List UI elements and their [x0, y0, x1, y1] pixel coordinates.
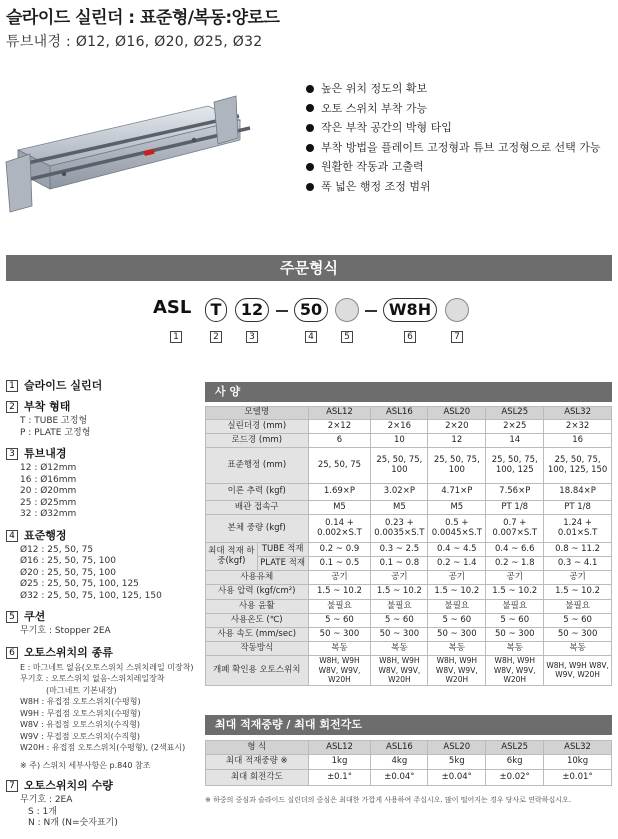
legend-section: 5 쿠션 무기호 : Stopper 2EA	[6, 611, 201, 638]
table-row: 최대 회전각도 ±0.1° ±0.04° ±0.04° ±0.02° ±0.01°	[206, 770, 612, 786]
table-row: 사용 압력 (kgf/cm²) 1.5 ~ 10.2 1.5 ~ 10.2 1.5 ~ 10.2 1.5 ~ 10.2 1.5 ~ 10.2	[206, 585, 612, 600]
order-format-heading: 주문형식	[6, 255, 612, 281]
spec-heading: 사 양	[205, 382, 612, 402]
legend-section: 1 슬라이드 실린더	[6, 380, 201, 392]
code-number: 5	[341, 331, 353, 343]
feature-item: 높은 위치 정도의 확보	[306, 79, 601, 99]
bullet-icon	[306, 104, 314, 112]
code-bore: 12	[235, 298, 269, 322]
code-dash	[365, 310, 377, 312]
slide-cylinder-illustration	[4, 94, 254, 214]
footnote: ※ 하중의 중심과 슬라이드 실린더의 중심은 최대한 가깝게 사용하여 주십시오. 많이 떨어지는 경우 당사로 연락하십시오.	[205, 796, 572, 804]
table-row: 최대 적재중량 ※ 1kg 4kg 5kg 6kg 10kg	[206, 755, 612, 770]
legend-section: 2 부착 형태 T : TUBE 고정형 P : PLATE 고정형	[6, 401, 201, 439]
table-row: 모델명 ASL12 ASL16 ASL20 ASL25 ASL32	[206, 407, 612, 420]
feature-item: 원활한 작동과 고출력	[306, 157, 601, 177]
table-row: 사용온도 (℃) 5 ~ 60 5 ~ 60 5 ~ 60 5 ~ 60 5 ~ 60	[206, 614, 612, 628]
feature-item: 폭 넓은 행정 조정 범위	[306, 177, 601, 197]
code-switch-qty	[445, 298, 469, 322]
table-row: 이론 추력 (kgf) 1.69×P 3.02×P 4.71×P 7.56×P 18.84×P	[206, 484, 612, 501]
bullet-icon	[306, 124, 314, 132]
table-row: 실린더경 (mm) 2×12 2×16 2×20 2×25 2×32	[206, 420, 612, 434]
code-mount-type: T	[205, 298, 227, 322]
legend-section: 4 표준행정 Ø12 : 25, 50, 75 Ø16 : 25, 50, 75, 100 Ø20 : 25, 50, 75, 100 Ø25 : 25, 50, 75, 100, 125 Ø32 : 25, 50, 75, 100, 125, 150	[6, 530, 201, 603]
table-row: 본체 중량 (kgf) 0.14 + 0.002×S.T 0.23 + 0.0035×S.T 0.5 + 0.0045×S.T 0.7 + 0.007×S.T 1.24 + 0.01×S.T	[206, 515, 612, 543]
code-dash	[276, 310, 288, 312]
bullet-icon	[306, 183, 314, 191]
code-switch: W8H	[383, 298, 437, 322]
code-number: 7	[451, 331, 463, 343]
bullet-icon	[306, 144, 314, 152]
table-row: 로드경 (mm) 6 10 12 14 16	[206, 434, 612, 448]
table-row: 사용유체 공기 공기 공기 공기 공기	[206, 571, 612, 585]
code-prefix: ASL	[153, 297, 192, 318]
table-row: PLATE 적재 0.1 ~ 0.5 0.1 ~ 0.8 0.2 ~ 1.4 0.2 ~ 1.8 0.3 ~ 4.1	[206, 557, 612, 571]
spec-table	[205, 406, 612, 686]
feature-item: 작은 부착 공간의 박형 타입	[306, 118, 601, 138]
table-row: 사용 속도 (mm/sec) 50 ~ 300 50 ~ 300 50 ~ 300 50 ~ 300 50 ~ 300	[206, 628, 612, 642]
code-stroke: 50	[294, 298, 328, 322]
order-legend	[6, 380, 201, 839]
code-number: 4	[305, 331, 317, 343]
table-row: 표준행정 (mm) 25, 50, 75 25, 50, 75, 100 25, 50, 75, 100 25, 50, 75, 100, 125 25, 50, 75, 100, 125, 150	[206, 448, 612, 484]
page-title: 슬라이드 실린더 : 표준형/복동:양로드	[6, 8, 280, 28]
feature-item: 오토 스위치 부착 가능	[306, 99, 601, 119]
legend-section: 3 튜브내경 12 : Ø12mm 16 : Ø16mm 20 : Ø20mm 25 : Ø25mm 32 : Ø32mm	[6, 448, 201, 521]
code-number: 2	[210, 331, 222, 343]
table-row: 작동방식 복동 복동 복동 복동 복동	[206, 642, 612, 656]
feature-list	[306, 79, 601, 197]
bullet-icon	[306, 85, 314, 93]
legend-section: 6 오토스위치의 종류 E : 마그네트 없음(오토스위치 스위치레일 미장착) 무기호 : 오토스위치 없음-스위치레일장착 (마그네트 기본내장) W8H : 유접점 오토스위치(수평형) W9H : 무접점 오토스위치(수평형) W8V : 유접점 오토스위치(수직형) W9V : 무접점 오토스위치(수직형) W20H : 유접점 오토스위치(수평형), (2색표시) ※ 주) 스위치 세부사항은 p.840 참조	[6, 647, 201, 772]
max-load-heading: 최대 적재중량 / 최대 회전각도	[205, 715, 612, 735]
table-row: 개폐 확인용 오토스위치 W8H, W9H W8V, W9V, W20H W8H, W9H W8V, W9V, W20H W8H, W9H W8V, W9V, W20H W8H, W9H W8V, W9V, W20H W8H, W9H W8V, W9V, W20H	[206, 656, 612, 686]
max-load-table	[205, 740, 612, 786]
legend-section: 7 오토스위치의 수량 무기호 : 2EA S : 1개 N : N개 (N=숫자표기)	[6, 780, 201, 830]
code-number: 3	[246, 331, 258, 343]
bore-subtitle: 튜브내경 : Ø12, Ø16, Ø20, Ø25, Ø32	[6, 34, 263, 50]
table-row: 최대 적재 하중(kgf) TUBE 적재 0.2 ~ 0.9 0.3 ~ 2.5 0.4 ~ 4.5 0.4 ~ 6.6 0.8 ~ 11.2	[206, 543, 612, 557]
feature-item: 부착 방법을 플레이트 고정형과 튜브 고정형으로 선택 가능	[306, 138, 601, 158]
table-row: 사용 윤활 불필요 불필요 불필요 불필요 불필요	[206, 600, 612, 614]
table-row: 형 식 ASL12 ASL16 ASL20 ASL25 ASL32	[206, 741, 612, 755]
code-cushion	[335, 298, 359, 322]
bullet-icon	[306, 163, 314, 171]
code-number: 1	[170, 331, 182, 343]
code-number: 6	[404, 331, 416, 343]
table-row: 배관 접속구 M5 M5 M5 PT 1/8 PT 1/8	[206, 501, 612, 515]
